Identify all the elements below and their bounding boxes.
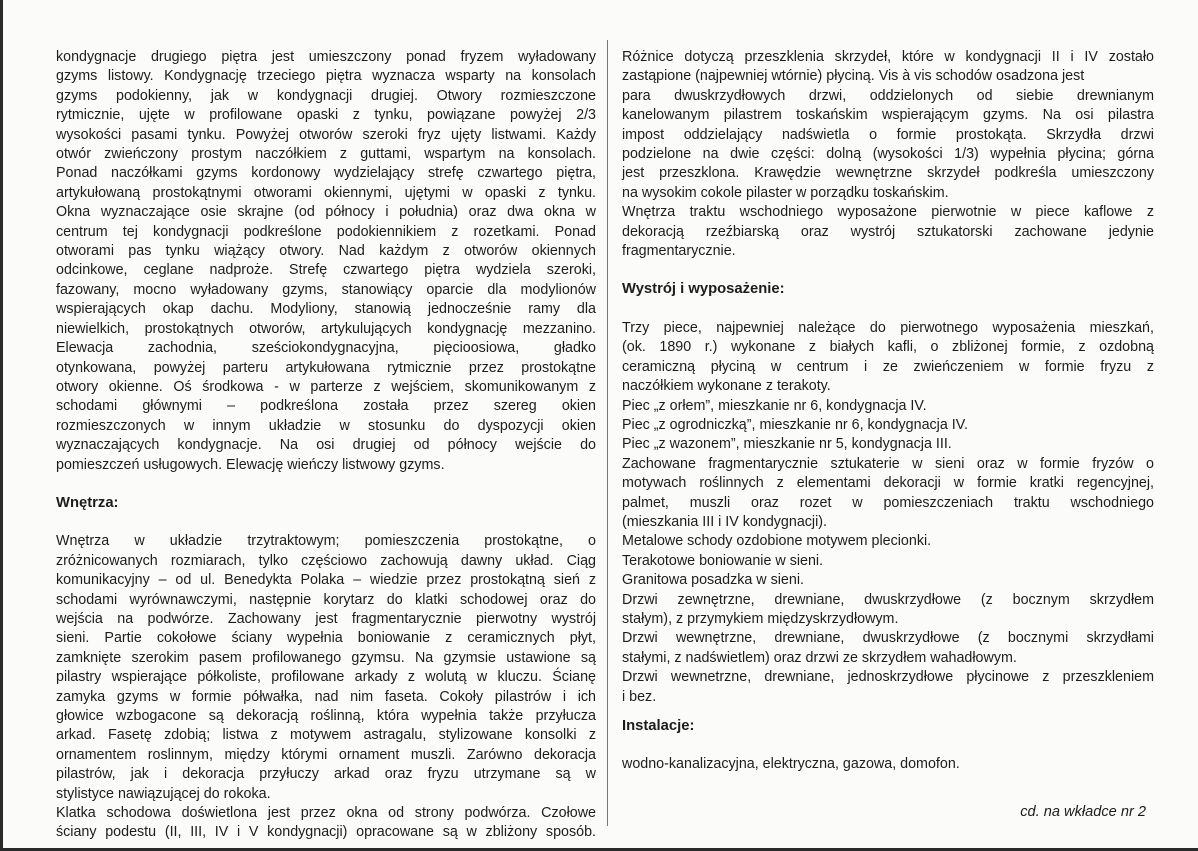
text-line: schodami głównymi – podkreślona została przez szereg okien bbox=[56, 398, 596, 415]
text-line: gzyms listowy. Kondygnację trzeciego piętra wyznacza wsparty na konsolach bbox=[56, 68, 596, 85]
stucco-paragraph bbox=[622, 455, 1154, 533]
text-line: Trzy piece, najpewniej należące do pierwotnego wyposażenia mieszkań, bbox=[622, 319, 1154, 336]
text-line: impost oddzielający nadświetla o formie prostokąta. Skrzydła drzwi bbox=[622, 126, 1154, 143]
text-line: ściany podestu (II, III, IV i V kondygnacji) opracowane są w zbliżony sposób. bbox=[56, 824, 596, 841]
text-line: kondygnacje drugiego piętra jest umieszczony ponad fryzem wyładowany bbox=[56, 49, 596, 65]
section-heading-furnishings: Wystrój i wyposażenie: bbox=[622, 281, 785, 298]
text-line: Zachowane fragmentarycznie sztukaterie w sieni oraz w formie fryzów o bbox=[622, 455, 1154, 472]
text-line: Klatka schodowa doświetlona jest przez okna od strony podwórza. Czołowe bbox=[56, 805, 596, 822]
text-line: Elewacja zachodnia, sześciokondygnacyjna, pięcioosiowa, gładko bbox=[56, 340, 596, 357]
staircase-paragraph bbox=[622, 48, 1154, 261]
text-line: głowice wzbogacone są dekoracją roślinną, która wypełnia także przyłucza bbox=[56, 708, 596, 724]
text-line: fragmentarycznie. bbox=[622, 243, 736, 260]
text-line: wejścia na podwórze. Zachowany jest fragmentarycznie pierwotny wystrój bbox=[56, 610, 596, 627]
text-line: naczółkiem wykonane z terakoty. bbox=[622, 378, 831, 395]
text-line: odcinkowe, ceglane nadproże. Strefę czwartego piętra wydziela szeroki, bbox=[56, 262, 596, 279]
text-line: sieni. Partie cokołowe ściany wypełnia boniowanie z ceramicznych płyt, bbox=[56, 630, 596, 647]
text-line: rytmicznie, ujęte w profilowane opaski z tynku, powiązane powyżej 2/3 bbox=[56, 107, 596, 124]
left-column bbox=[56, 48, 596, 843]
stoves-paragraph bbox=[622, 319, 1154, 397]
elements-list bbox=[622, 532, 1154, 590]
text-line: centrum tej kondygnacji podkreślone podokiennikiem z rozetkami. Ponad bbox=[56, 223, 596, 240]
text-line: stylistyce nawiązującej do rokoka. bbox=[56, 785, 271, 802]
text-line: Okna wyznaczające osie skrajne (od północy i południa) oraz dwa okna w bbox=[56, 204, 596, 221]
text-line: wyznaczających kondygnacje. Na osi drugiej od północy wejście do bbox=[56, 437, 596, 454]
text-line: i bez. bbox=[622, 688, 657, 705]
text-line: palmet, muszli oraz rozet w pomieszczeniach traktu wschodniego bbox=[622, 494, 1154, 511]
text-line: na wysokim cokole pilaster w porządku toskańskim. bbox=[622, 184, 949, 201]
text-line: stałymi, z nadświetlem) oraz drzwi ze skrzydłem wahadłowym. bbox=[622, 649, 1017, 666]
text-line: pilastrów, jak i dekoracja przyłuczy arkad oraz fryzu utrzymane są w bbox=[56, 766, 596, 783]
text-line: gzyms podokienny, jak w kondygnacji drugiej. Otwory rozmieszczone bbox=[56, 87, 596, 104]
text-line: wysokości pasami tynku. Powyżej otworów szeroki fryz ujęty listwami. Każdy bbox=[56, 126, 596, 143]
list-item: Metalowe schody ozdobione motywem plecionki. bbox=[622, 533, 932, 550]
doors-exterior bbox=[622, 591, 1154, 630]
list-item: Piec „z wazonem”, mieszkanie nr 5, kondygnacja III. bbox=[622, 436, 952, 453]
text-line: schodami wyrównawczymi, następnie korytarz do klatki schodowej oraz do bbox=[56, 591, 596, 608]
text-line: stałym), z przymykiem międzyskrzydłowym. bbox=[622, 610, 899, 627]
text-line: kanelowanym pilastrem toskańskim wspierającym gzyms. Na osi pilastra bbox=[622, 107, 1154, 124]
text-line: zastąpione (najpewniej wtórnie) płyciną. Vis à vis schodów osadzona jest bbox=[622, 68, 1085, 85]
list-item: Piec „z orłem”, mieszkanie nr 6, kondygnacja IV. bbox=[622, 397, 927, 414]
facade-paragraph bbox=[56, 48, 596, 475]
text-line: artykułowaną prostokątnymi otworami okiennymi, ujętymi w opaski z tynku. bbox=[56, 184, 596, 201]
text-line: Różnice dotyczą przeszklenia skrzydeł, które w kondygnacji II i IV zostało bbox=[622, 49, 1154, 65]
text-line: Drzwi wewnętrzne, drewniane, dwuskrzydłowe (z bocznymi skrzydłami bbox=[622, 630, 1154, 647]
text-line: otwory okienne. Oś środkowa - w parterze z wejściem, skomunikowanym z bbox=[56, 378, 596, 395]
list-item: Granitowa posadzka w sieni. bbox=[622, 572, 804, 589]
text-line: (mieszkania III i IV kondygnacji). bbox=[622, 513, 828, 530]
text-line: (ok. 1890 r.) wykonane z białych kafli, o zbliżonej formie, z ozdobną bbox=[622, 339, 1154, 356]
doors-interior-double bbox=[622, 629, 1154, 668]
text-line: rozmieszczonych w innym układzie w stosunku do dyspozycji okien bbox=[56, 417, 596, 434]
text-line: arkad. Fasetę zdobią; listwa z motywem astragalu, stylizowane konsolki z bbox=[56, 727, 596, 744]
text-line: Drzwi wewnetrzne, drewniane, jednoskrzydłowe płycinowe z przeszkleniem bbox=[622, 669, 1154, 686]
doors-interior-single bbox=[622, 668, 1154, 707]
text-line: zamknięte szerokim pasem profilowanego gzymsu. Na gzymsie ustawione są bbox=[56, 649, 596, 666]
text-line: ceramiczną płyciną w centrum i ze zwieńczeniem w formie fryzu z bbox=[622, 358, 1154, 375]
section-heading-installations: Instalacje: bbox=[622, 718, 695, 734]
continuation-note: cd. na wkładce nr 2 bbox=[1020, 804, 1146, 820]
text-line: Wnętrza traktu wschodniego wyposażone pierwotnie w piece kaflowe z bbox=[622, 204, 1154, 221]
text-line: para dwuskrzydłowych drzwi, oddzielonych od siebie drewnianym bbox=[622, 87, 1154, 104]
text-line: pomieszczeń usługowych. Elewację wieńczy listwowy gzyms. bbox=[56, 456, 445, 473]
text-line: dekoracją rzeźbiarską oraz wystrój sztukatorski zachowane jedynie bbox=[622, 223, 1154, 240]
right-column bbox=[622, 48, 1154, 775]
text-line: pilastry wspierające półkoliste, profilowane arkady z wolutą w kluczu. Ścianę bbox=[56, 669, 596, 686]
column-divider bbox=[607, 40, 608, 826]
text-line: fazowany, mocno wyładowany gzyms, stanowiący oparcie dla modylionów bbox=[56, 281, 596, 298]
text-line: Drzwi zewnętrzne, drewniane, dwuskrzydłowe (z bocznym skrzydłem bbox=[622, 591, 1154, 608]
text-line: podzielone na dwie części: dolną (wysokości 1/3) wypełnia płycina; górna bbox=[622, 146, 1154, 163]
interiors-paragraph bbox=[56, 532, 596, 843]
list-item: Piec „z ogrodniczką”, mieszkanie nr 6, kondygnacja IV. bbox=[622, 416, 968, 433]
text-line: Wnętrza w układzie trzytraktowym; pomieszczenia prostokątne, o bbox=[56, 533, 596, 550]
text-line: otwór zwieńczony prostym naczółkiem z guttami, wspartym na konsolach. bbox=[56, 146, 596, 163]
text-line: otworami pas tynku wiążący otwory. Nad każdym z otworów okiennych bbox=[56, 243, 596, 260]
text-line: zamyka gzyms w formie półwałka, nad nim faseta. Cokoły pilastrów i ich bbox=[56, 688, 596, 705]
text-line: otynkowana, powyżej parteru artykułowana rytmicznie przez prostokątne bbox=[56, 359, 596, 376]
text-line: wspierających okap dachu. Modyliony, stanowią jednocześnie ramy dla bbox=[56, 301, 596, 318]
text-line: Ponad naczółkami gzyms kordonowy wydzielający strefę czwartego piętra, bbox=[56, 165, 596, 182]
text-line: niewielkich, prostokątnych otworów, artykulujących kondygnację mezzanino. bbox=[56, 320, 596, 337]
text-line: ornamentem roslinnym, między którymi ornament muszli. Zarówno dekoracja bbox=[56, 746, 596, 763]
text-line: motywach roślinnych z elementami dekoracji w formie kratki regencyjnej, bbox=[622, 475, 1154, 492]
stove-list bbox=[622, 397, 1154, 455]
text-line: komunikacyjny – od ul. Benedykta Polaka – wiedzie przez prostokątną sień z bbox=[56, 572, 596, 589]
section-heading-interiors: Wnętrza: bbox=[56, 494, 119, 511]
text-line: zróżnicowanych rozmiarach, tylko częściowo zachowują dawny układ. Ciąg bbox=[56, 552, 596, 569]
text-line: jest przeszklona. Krawędzie wewnętrzne skrzydeł podkreśla umieszczony bbox=[622, 165, 1154, 182]
installations-text: wodno-kanalizacyjna, elektryczna, gazowa, domofon. bbox=[622, 756, 960, 773]
list-item: Terakotowe boniowanie w sieni. bbox=[622, 552, 824, 569]
